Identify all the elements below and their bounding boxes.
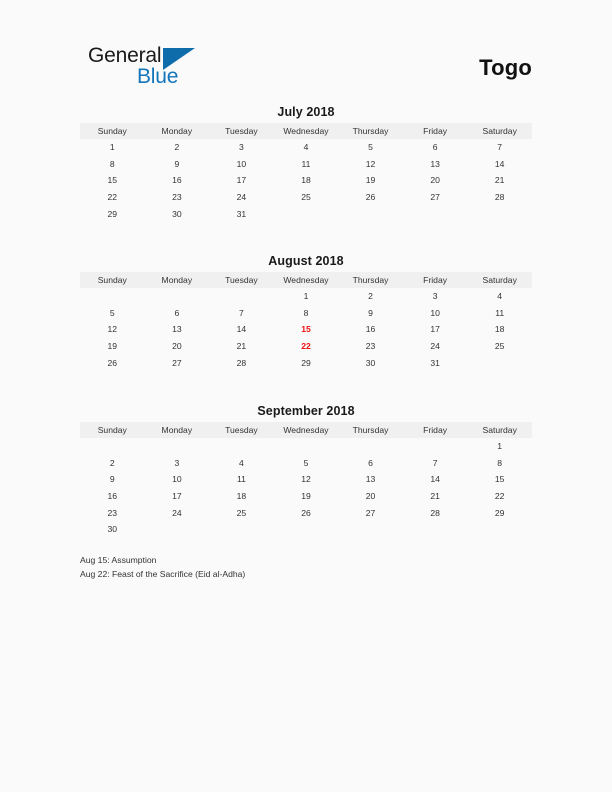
month-block-august xyxy=(80,254,532,371)
calendar-week-row xyxy=(80,288,532,305)
calendar-day[interactable]: 21 xyxy=(494,175,505,186)
calendar-week-row xyxy=(80,438,532,455)
weekday-header-monday: Monday xyxy=(145,422,210,438)
calendar-header-row xyxy=(80,272,532,288)
weekday-header-friday: Friday xyxy=(403,272,468,288)
calendar-day-holiday[interactable]: 22 xyxy=(301,341,311,352)
holiday-note-line: Aug 15: Assumption xyxy=(80,555,157,565)
calendar-week-row xyxy=(80,172,532,189)
calendar-day[interactable]: 26 xyxy=(365,192,376,203)
calendar-day[interactable]: 9 xyxy=(174,158,180,169)
calendar-day[interactable]: 1 xyxy=(497,441,503,452)
month-title: July 2018 xyxy=(277,105,335,119)
calendar-day[interactable]: 7 xyxy=(497,142,503,153)
weekday-header-row xyxy=(80,422,532,438)
calendar-day[interactable]: 9 xyxy=(368,307,373,318)
calendar-day[interactable]: 24 xyxy=(430,341,440,352)
calendar-day[interactable]: 10 xyxy=(172,474,182,485)
calendar-day-empty xyxy=(274,438,339,455)
calendar-day[interactable]: 27 xyxy=(172,357,182,368)
calendar-day[interactable]: 26 xyxy=(107,357,118,368)
calendar-day[interactable]: 23 xyxy=(172,192,182,203)
calendar-day[interactable]: 28 xyxy=(236,357,247,368)
calendar-day[interactable]: 29 xyxy=(107,208,118,219)
calendar-table xyxy=(80,272,532,371)
weekday-header-sunday: Sunday xyxy=(80,272,145,288)
calendar-day[interactable]: 25 xyxy=(494,341,505,352)
calendar-day[interactable]: 18 xyxy=(236,491,247,502)
calendar-day[interactable]: 19 xyxy=(365,175,376,186)
calendar-day[interactable]: 22 xyxy=(107,192,118,203)
weekday-header-sunday: Sunday xyxy=(80,422,145,438)
weekday-header-tuesday: Tuesday xyxy=(209,123,274,139)
weekday-header-thursday: Thursday xyxy=(338,422,403,438)
calendar-day-empty xyxy=(467,521,532,538)
calendar-day-empty xyxy=(403,205,468,222)
general-blue-logo xyxy=(88,43,268,91)
calendar-day[interactable]: 4 xyxy=(497,291,503,302)
weekday-header-friday: Friday xyxy=(403,422,468,438)
calendar-day[interactable]: 9 xyxy=(109,474,115,485)
calendar-day[interactable]: 6 xyxy=(432,142,438,153)
calendar-day[interactable]: 30 xyxy=(365,357,376,368)
calendar-day-holiday[interactable]: 15 xyxy=(301,324,311,335)
calendar-day[interactable]: 23 xyxy=(365,341,376,352)
calendar-body xyxy=(80,139,532,222)
calendar-day[interactable]: 19 xyxy=(301,491,311,502)
calendar-day[interactable]: 3 xyxy=(174,457,180,468)
calendar-day[interactable]: 1 xyxy=(109,142,115,153)
weekday-header-monday: Monday xyxy=(145,123,210,139)
calendar-day-empty xyxy=(80,288,145,305)
calendar-day[interactable]: 29 xyxy=(301,357,311,368)
calendar-day-empty xyxy=(209,521,274,538)
calendar-day[interactable]: 18 xyxy=(301,175,311,186)
calendar-day[interactable]: 26 xyxy=(301,507,311,518)
calendar-day[interactable]: 30 xyxy=(107,524,118,535)
calendar-day[interactable]: 24 xyxy=(236,192,247,203)
calendar-day[interactable]: 4 xyxy=(303,142,309,153)
month-block-september xyxy=(80,404,532,538)
calendar-day[interactable]: 21 xyxy=(236,341,247,352)
calendar-day-empty xyxy=(338,438,403,455)
calendar-day[interactable]: 24 xyxy=(172,507,182,518)
calendar-day-empty xyxy=(80,438,145,455)
calendar-week-row xyxy=(80,189,532,206)
weekday-header-friday: Friday xyxy=(403,123,468,139)
calendar-day[interactable]: 3 xyxy=(239,142,244,153)
calendar-week-row xyxy=(80,305,532,322)
calendar-day-empty xyxy=(145,288,210,305)
calendar-week-row xyxy=(80,321,532,338)
calendar-day[interactable]: 19 xyxy=(107,341,118,352)
weekday-header-saturday: Saturday xyxy=(467,422,532,438)
calendar-day[interactable]: 17 xyxy=(172,491,182,502)
weekday-header-thursday: Thursday xyxy=(338,272,403,288)
calendar-day[interactable]: 15 xyxy=(107,175,118,186)
calendar-day[interactable]: 28 xyxy=(430,507,440,518)
calendar-day[interactable]: 16 xyxy=(107,491,118,502)
weekday-header-row xyxy=(80,123,532,139)
weekday-header-sunday: Sunday xyxy=(80,123,145,139)
calendar-day[interactable]: 29 xyxy=(494,507,505,518)
calendar-day[interactable]: 17 xyxy=(236,175,247,186)
calendar-day[interactable]: 11 xyxy=(301,158,311,169)
calendar-day[interactable]: 5 xyxy=(303,457,309,468)
calendar-day[interactable]: 1 xyxy=(303,291,309,302)
calendar-day-empty xyxy=(403,521,468,538)
calendar-day[interactable]: 20 xyxy=(172,341,182,352)
calendar-week-row xyxy=(80,338,532,355)
calendar-day[interactable]: 13 xyxy=(365,474,376,485)
calendar-day[interactable]: 25 xyxy=(236,507,247,518)
calendar-day[interactable]: 12 xyxy=(365,158,376,169)
calendar-day[interactable]: 20 xyxy=(365,491,376,502)
holiday-notes xyxy=(80,553,532,581)
calendar-day[interactable]: 7 xyxy=(239,307,244,318)
calendar-day[interactable]: 17 xyxy=(430,324,440,335)
calendar-day[interactable]: 30 xyxy=(172,208,182,219)
calendar-day[interactable]: 6 xyxy=(174,307,180,318)
calendar-day-empty xyxy=(209,288,274,305)
calendar-day[interactable]: 16 xyxy=(172,175,182,186)
calendar-week-row xyxy=(80,471,532,488)
calendar-week-row xyxy=(80,521,532,538)
page-header xyxy=(0,0,612,100)
calendar-day[interactable]: 8 xyxy=(497,457,503,468)
weekday-header-saturday: Saturday xyxy=(467,272,532,288)
calendar-day[interactable]: 20 xyxy=(430,175,440,186)
calendar-day-empty xyxy=(338,205,403,222)
calendar-day[interactable]: 5 xyxy=(368,142,373,153)
calendar-day-empty xyxy=(209,438,274,455)
logo-text-general: General xyxy=(88,44,162,67)
calendar-week-row xyxy=(80,504,532,521)
calendar-day[interactable]: 2 xyxy=(368,291,373,302)
page-title: Togo xyxy=(479,55,532,80)
calendar-day[interactable]: 4 xyxy=(239,457,244,468)
calendar-day[interactable]: 18 xyxy=(494,324,505,335)
calendar-day[interactable]: 8 xyxy=(109,158,115,169)
calendar-day[interactable]: 22 xyxy=(494,491,505,502)
calendar-day[interactable]: 10 xyxy=(430,307,440,318)
calendar-week-row xyxy=(80,455,532,472)
calendar-body xyxy=(80,288,532,371)
month-title: September 2018 xyxy=(257,404,355,418)
calendar-day[interactable]: 21 xyxy=(430,491,440,502)
weekday-header-tuesday: Tuesday xyxy=(209,272,274,288)
weekday-header-thursday: Thursday xyxy=(338,123,403,139)
calendar-week-row xyxy=(80,139,532,156)
calendar-day[interactable]: 27 xyxy=(365,507,376,518)
calendar-day[interactable]: 27 xyxy=(430,192,440,203)
calendar-day[interactable]: 16 xyxy=(365,324,376,335)
weekday-header-saturday: Saturday xyxy=(467,123,532,139)
calendar-day-empty xyxy=(274,205,339,222)
weekday-header-monday: Monday xyxy=(145,272,210,288)
calendar-day[interactable]: 14 xyxy=(430,474,440,485)
calendar-day[interactable]: 7 xyxy=(432,457,438,468)
calendar-week-row xyxy=(80,488,532,505)
calendar-day[interactable]: 14 xyxy=(236,324,247,335)
calendar-day[interactable]: 6 xyxy=(368,457,373,468)
calendar-day[interactable]: 11 xyxy=(236,474,246,485)
calendar-day[interactable]: 12 xyxy=(301,474,311,485)
calendar-week-row xyxy=(80,205,532,222)
month-title: August 2018 xyxy=(268,254,344,268)
calendar-body xyxy=(80,438,532,538)
calendar-day[interactable]: 13 xyxy=(430,158,440,169)
calendar-day-empty xyxy=(403,438,468,455)
calendar-day[interactable]: 14 xyxy=(494,158,505,169)
month-block-july xyxy=(80,105,532,222)
calendar-day[interactable]: 13 xyxy=(172,324,182,335)
calendar-day-empty xyxy=(338,521,403,538)
calendar-day[interactable]: 31 xyxy=(430,357,440,368)
calendar-day-empty xyxy=(145,521,210,538)
weekday-header-wednesday: Wednesday xyxy=(274,123,339,139)
calendar-day[interactable]: 31 xyxy=(236,208,247,219)
weekday-header-wednesday: Wednesday xyxy=(274,422,339,438)
calendar-day[interactable]: 23 xyxy=(107,507,118,518)
weekday-header-row xyxy=(80,272,532,288)
calendar-day[interactable]: 12 xyxy=(107,324,118,335)
calendar-day[interactable]: 25 xyxy=(301,192,311,203)
calendar-day-empty xyxy=(274,521,339,538)
holiday-note-line: Aug 22: Feast of the Sacrifice (Eid al-Adha) xyxy=(80,569,246,579)
calendar-day[interactable]: 11 xyxy=(495,307,505,318)
calendar-day-empty xyxy=(467,205,532,222)
calendar-header-row xyxy=(80,422,532,438)
calendar-day[interactable]: 15 xyxy=(494,474,505,485)
calendar-day[interactable]: 3 xyxy=(432,291,438,302)
calendar-week-row xyxy=(80,156,532,173)
calendar-day[interactable]: 2 xyxy=(174,142,180,153)
logo-text-blue: Blue xyxy=(137,65,179,88)
calendar-day[interactable]: 5 xyxy=(109,307,115,318)
calendar-day[interactable]: 2 xyxy=(109,457,115,468)
weekday-header-tuesday: Tuesday xyxy=(209,422,274,438)
calendar-header-row xyxy=(80,123,532,139)
calendar-day-empty xyxy=(467,354,532,371)
calendar-day[interactable]: 28 xyxy=(494,192,505,203)
calendar-table xyxy=(80,123,532,222)
calendar-day[interactable]: 8 xyxy=(303,307,309,318)
calendar-day-empty xyxy=(145,438,210,455)
calendar-table xyxy=(80,422,532,538)
calendar-week-row xyxy=(80,354,532,371)
calendar-day[interactable]: 10 xyxy=(236,158,247,169)
weekday-header-wednesday: Wednesday xyxy=(274,272,339,288)
